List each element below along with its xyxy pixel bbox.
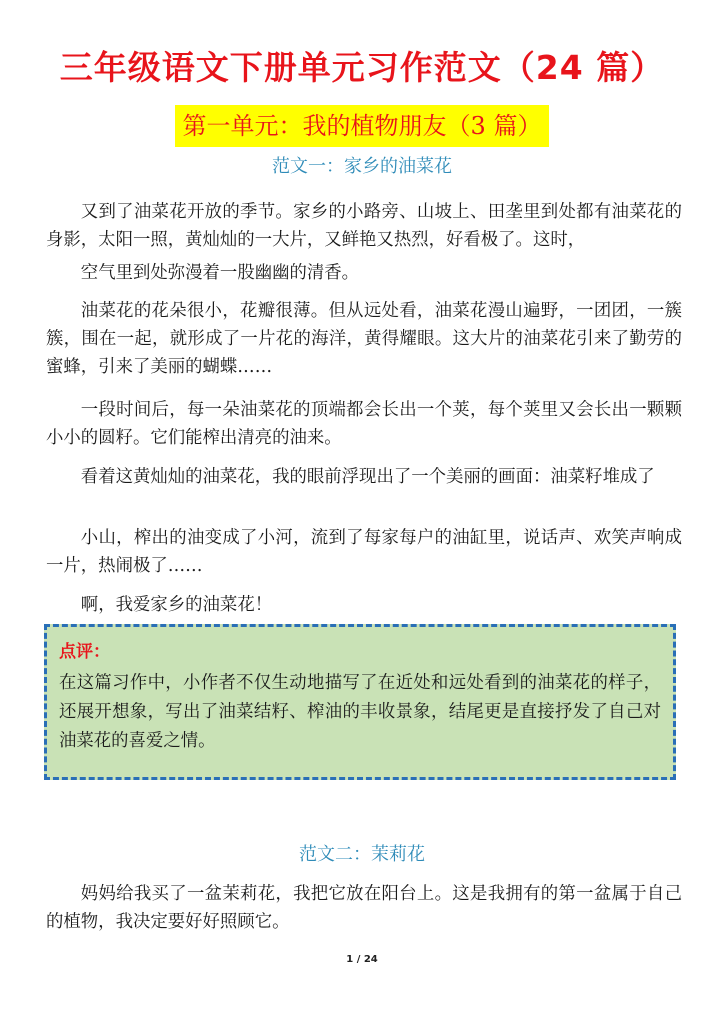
essay-1-paragraph-5: 看着这黄灿灿的油菜花，我的眼前浮现出了一个美丽的画面：油菜籽堆成了 — [80, 467, 655, 487]
essay-1-paragraph-3: 油菜花的花朵很小，花瓣很薄。但从远处看，油菜花漫山遍野，一团团，一簇簇，围在一起，就形成了一片花的海洋，黄得耀眼。这大片的油菜花引来了勤劳的蜜蜂，引来了美丽的蝴蝶…… — [46, 301, 682, 377]
unit-title: 第一单元：我的植物朋友（3 篇） — [175, 105, 550, 147]
essay-1-paragraph-7: 啊，我爱家乡的油菜花！ — [80, 595, 273, 615]
essay-title-2: 范文二：茉莉花 — [299, 844, 425, 865]
essay-1-paragraph-4: 一段时间后，每一朵油菜花的顶端都会长出一个荚，每个荚里又会长出一颗颗小小的圆籽。它们能榨出清亮的油来。 — [46, 400, 682, 448]
essay-2-paragraph-1: 妈妈给我买了一盆茉莉花，我把它放在阳台上。这是我拥有的第一盆属于自己的植物，我决定要好好照顾它。 — [46, 884, 682, 932]
document-title: 三年级语文下册单元习作范文（24 篇） — [59, 48, 665, 87]
essay-1-paragraph-6: 小山，榨出的油变成了小河，流到了每家每户的油缸里，说话声、欢笑声响成一片，热闹极了…… — [46, 528, 682, 576]
comment-text: 在这篇习作中，小作者不仅生动地描写了在近处和远处看到的油菜花的样子，还展开想象，写出了油菜结籽、榨油的丰收景象，结尾更是直接抒发了自己对油菜花的喜爱之情。 — [59, 673, 661, 751]
essay-title-1: 范文一：家乡的油菜花 — [272, 156, 452, 177]
essay-1-paragraph-2: 空气里到处弥漫着一股幽幽的清香。 — [80, 263, 360, 283]
comment-box — [44, 624, 676, 780]
page-number: 1 / 24 — [346, 954, 378, 965]
unit-title-wrapper — [0, 105, 724, 147]
comment-label: 点评： — [59, 642, 110, 662]
essay-1-paragraph-1: 又到了油菜花开放的季节。家乡的小路旁、山坡上、田垄里到处都有油菜花的身影，太阳一照，黄灿灿的一大片，又鲜艳又热烈，好看极了。这时， — [46, 202, 682, 250]
